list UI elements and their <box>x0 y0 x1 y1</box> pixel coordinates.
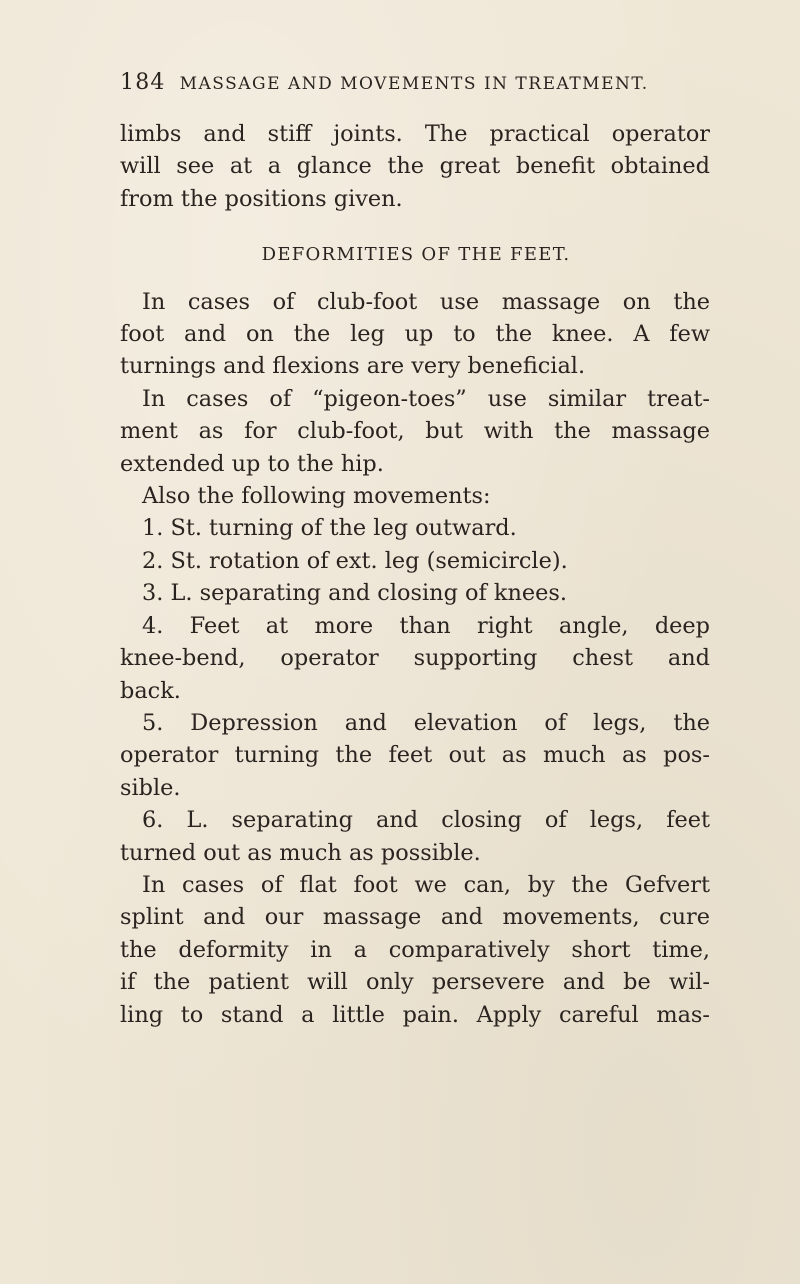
text-line: extended up to the hip. <box>120 450 384 477</box>
text-line: turnings and flexions are very beneficial. <box>120 353 586 380</box>
body-text <box>120 118 710 1031</box>
text-line: back. <box>120 677 181 704</box>
text-line: splint and our massage and movements, cure <box>120 904 710 931</box>
list-item: 4. Feet at more than right angle, deep <box>142 612 710 639</box>
list-item: 2. St. rotation of ext. leg (semicircle). <box>142 547 568 574</box>
text-line: knee-bend, operator supporting chest and <box>120 645 710 672</box>
text-line: In cases of club-foot use massage on the <box>142 288 710 315</box>
text-line: sible. <box>120 774 181 801</box>
text-line: foot and on the leg up to the knee. A few <box>120 321 710 348</box>
list-item: 1. St. turning of the leg outward. <box>142 515 517 542</box>
text-line: turned out as much as possible. <box>120 839 481 866</box>
text-line: if the patient will only persevere and be wil- <box>120 969 710 996</box>
list-item: 5. Depression and elevation of legs, the <box>142 709 710 736</box>
text-line: from the positions given. <box>120 185 403 212</box>
text-line: In cases of flat foot we can, by the Gefvert <box>142 871 710 898</box>
text-line: ment as for club-foot, but with the massage <box>120 418 710 445</box>
page-number: 184 <box>120 70 166 95</box>
section-heading: DEFORMITIES OF THE FEET. <box>261 244 571 266</box>
text-line: limbs and stiff joints. The practical operator <box>120 121 710 147</box>
text-line: the deformity in a comparatively short time, <box>120 936 710 963</box>
running-head <box>120 70 700 95</box>
text-line: In cases of “pigeon-toes” use similar treat- <box>142 385 710 412</box>
list-item: 3. L. separating and closing of knees. <box>142 580 567 607</box>
text-line: operator turning the feet out as much as pos- <box>120 742 710 769</box>
text-line: Also the following movements: <box>142 483 491 510</box>
running-title: MASSAGE AND MOVEMENTS IN TREATMENT. <box>179 74 649 94</box>
text-line: will see at a glance the great benefit obtained <box>120 153 710 180</box>
text-line: ling to stand a little pain. Apply careful mas- <box>120 1001 710 1028</box>
list-item: 6. L. separating and closing of legs, feet <box>142 807 710 834</box>
